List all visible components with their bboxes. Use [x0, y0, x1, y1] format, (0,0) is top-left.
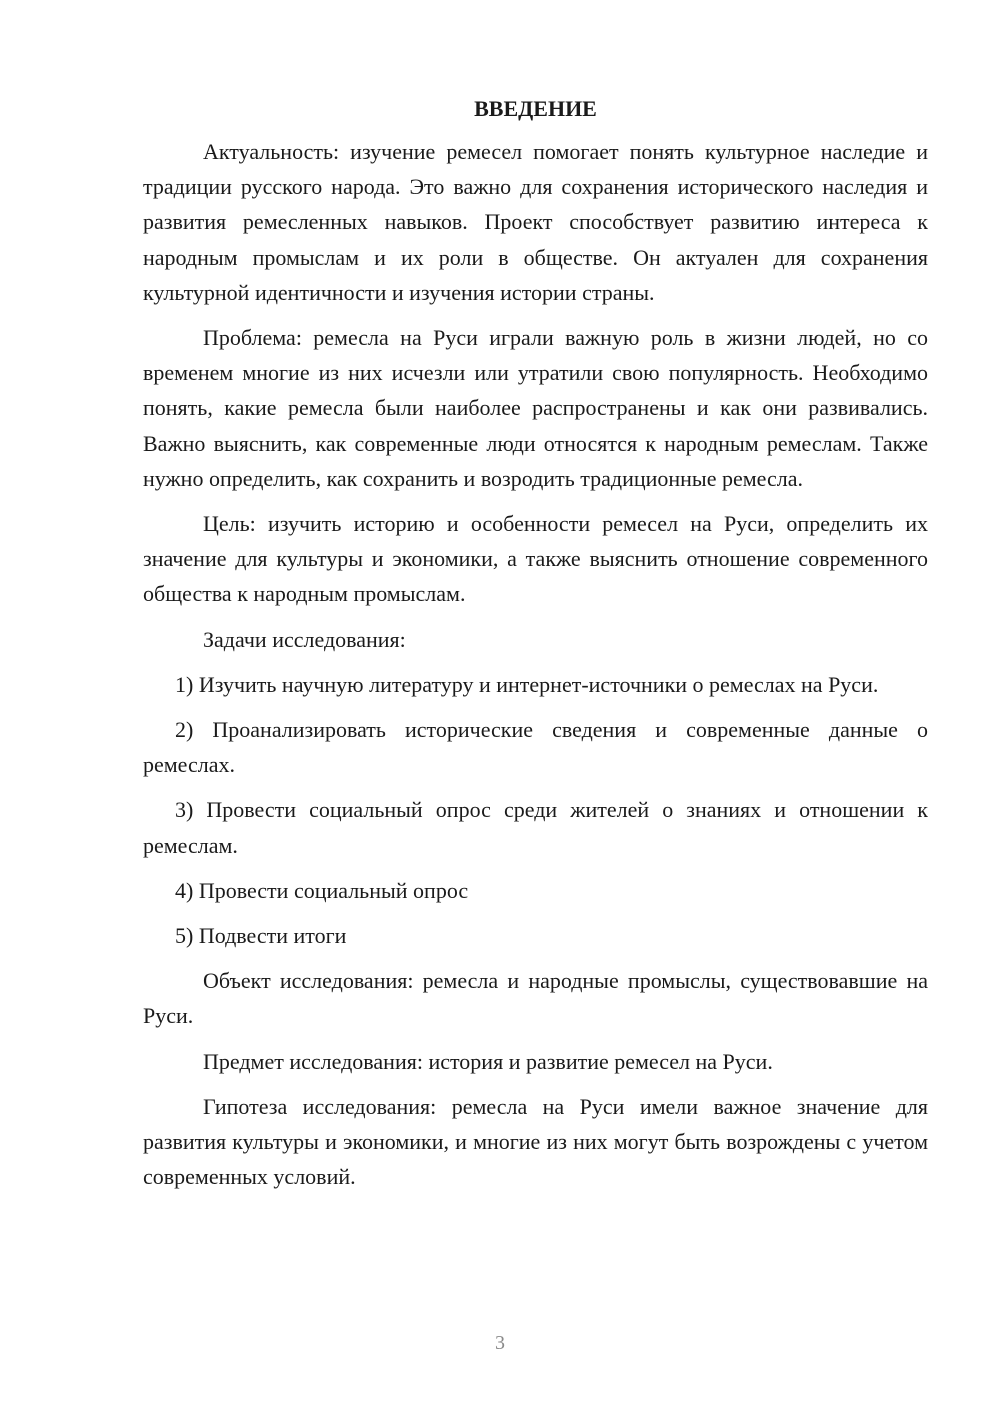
list-item-task-3: 3) Провести социальный опрос среди жителей о знаниях и отношении к ремеслам.	[143, 797, 928, 858]
paragraph-object: Объект исследования: ремесла и народные промыслы, существовавшие на Руси.	[143, 968, 928, 1029]
tasks-heading: Задачи исследования:	[203, 626, 406, 652]
paragraph-relevance: Актуальность: изучение ремесел помогает понять культурное наследие и традиции русского народа. Это важно для сохранения исторического наследия и развития ремесленных навыков. Проект способствует развитию интереса к народным промыслам и их роли в обществе. Он актуален для сохранения культурной идентичности и изучения истории страны.	[143, 139, 928, 305]
list-item-task-2: 2) Проанализировать исторические сведения и современные данные о ремеслах.	[143, 717, 928, 778]
document-title: ВВЕДЕНИЕ	[474, 96, 597, 121]
list-item-task-1: 1) Изучить научную литературу и интернет-источники о ремеслах на Руси.	[175, 671, 879, 697]
page-number: 3	[495, 1332, 505, 1354]
paragraph-goal: Цель: изучить историю и особенности ремесел на Руси, определить их значение для культуры и экономики, а также выяснить отношение современного общества к народным промыслам.	[143, 511, 928, 607]
document-page	[143, 90, 928, 1204]
paragraph-hypothesis: Гипотеза исследования: ремесла на Руси имели важное значение для развития культуры и экономики, и многие из них могут быть возрождены с учетом современных условий.	[143, 1093, 928, 1190]
list-item-task-4: 4) Провести социальный опрос	[175, 877, 469, 903]
paragraph-subject: Предмет исследования: история и развитие ремесел на Руси.	[203, 1048, 773, 1074]
list-item-task-5: 5) Подвести итоги	[175, 923, 347, 949]
paragraph-problem: Проблема: ремесла на Руси играли важную роль в жизни людей, но со временем многие из них исчезли или утратили свою популярность. Необходимо понять, какие ремесла были наиболее распространены и как они развивались. Важно выяснить, как современные люди относятся к народным ремеслам. Также нужно определить, как сохранить и возродить традиционные ремесла.	[143, 325, 928, 491]
